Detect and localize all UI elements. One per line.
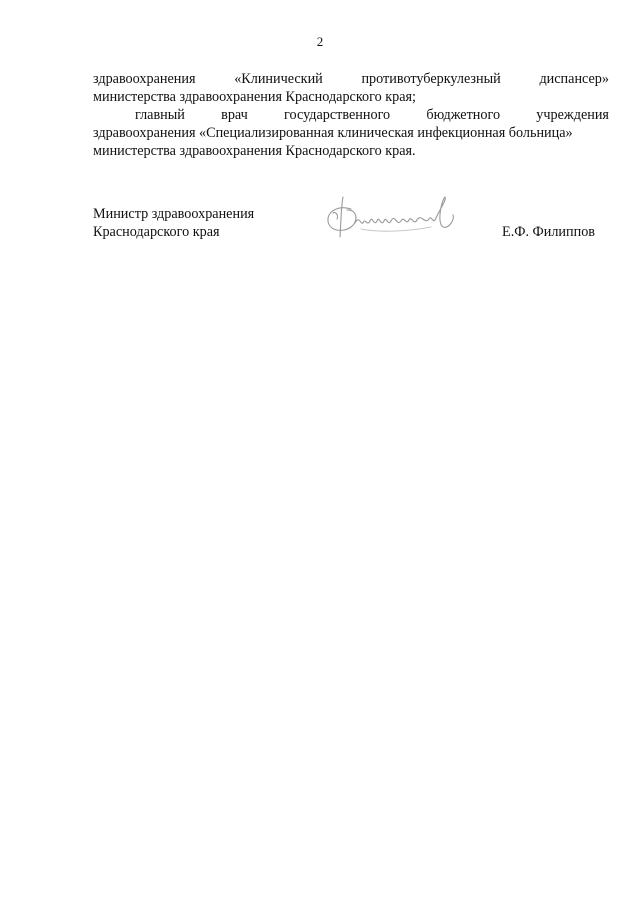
paragraph-2-line-1 <box>93 106 609 124</box>
signer-position <box>93 205 254 241</box>
word: диспансер» <box>539 71 609 87</box>
page-number: 2 <box>316 34 324 49</box>
handwritten-signature-icon <box>321 193 461 247</box>
paragraph-1-line-2: министерства здравоохранения Краснодарского края; <box>93 89 416 105</box>
signer-name: Е.Ф. Филиппов <box>502 224 595 240</box>
word: главный <box>135 107 185 123</box>
paragraph-1-line-1 <box>93 70 609 88</box>
word: учреждения <box>536 107 609 123</box>
word: государственного <box>284 107 391 123</box>
body-text <box>93 70 609 160</box>
signer-position-line-1: Министр здравоохранения <box>93 206 255 222</box>
signer-position-line-2: Краснодарского края <box>93 224 220 240</box>
paragraph-2-line-2: здравоохранения «Специализированная клиническая инфекционная больница» <box>93 125 573 141</box>
word: здравоохранения <box>93 71 196 87</box>
word: противотуберкулезный <box>361 71 501 87</box>
word: «Клинический <box>234 71 323 87</box>
signature-block <box>93 205 609 255</box>
word: врач <box>221 107 248 123</box>
word: бюджетного <box>426 107 501 123</box>
paragraph-2-line-3: министерства здравоохранения Краснодарского края. <box>93 143 416 159</box>
